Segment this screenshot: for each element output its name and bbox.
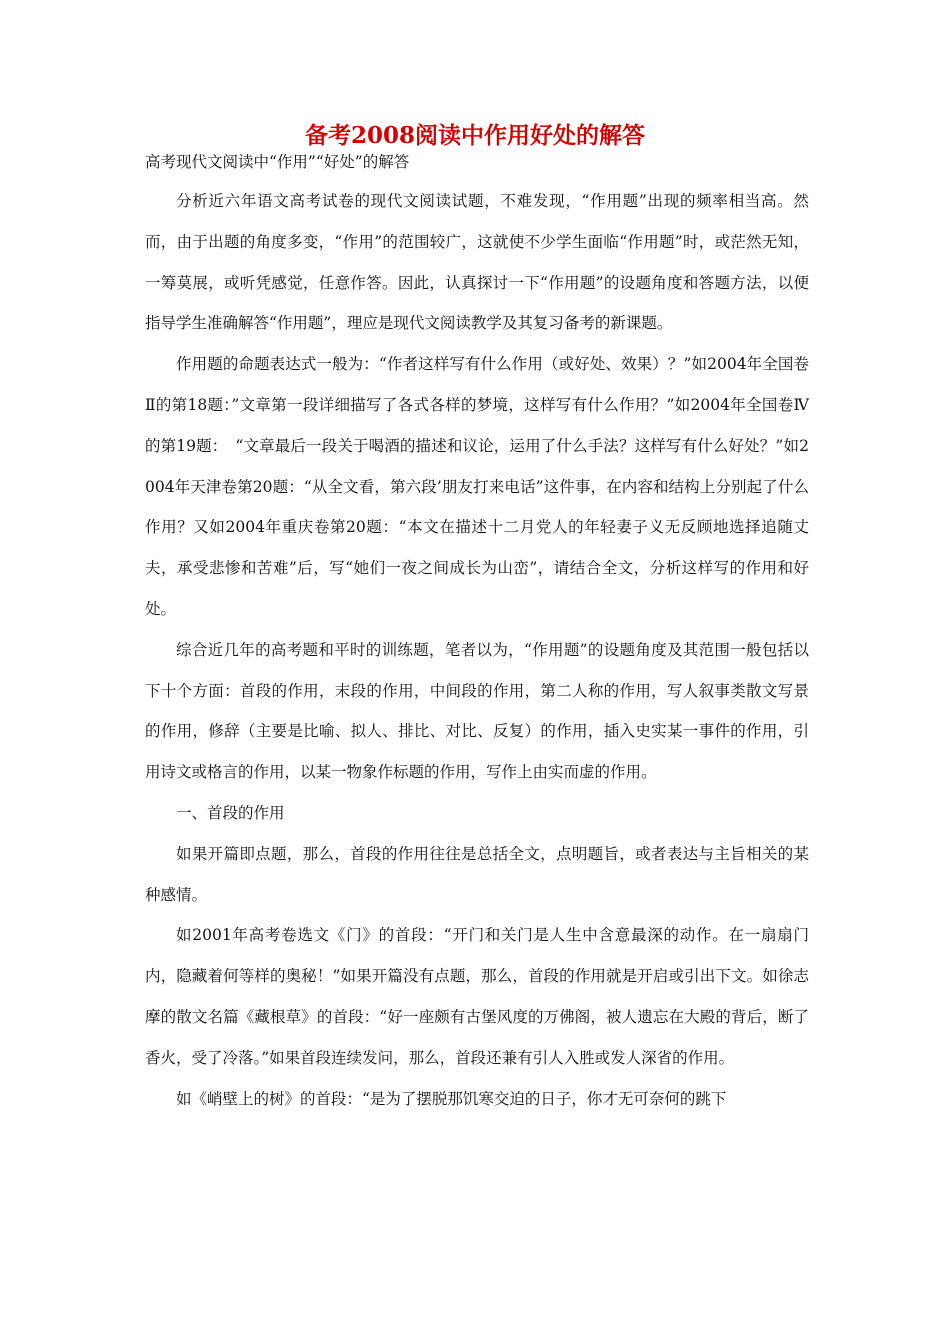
paragraph-cliff-tree: 如《峭壁上的树》的首段：“是为了摆脱那饥寒交迫的日子，你才无可奈何的跳下 [176, 1089, 727, 1108]
document-body [145, 181, 809, 1119]
paragraph-intro: 分析近六年语文高考试卷的现代文阅读试题，不难发现，“作用题”出现的频率相当高。然而，由于出题的角度多变，“作用”的范围较广，这就使不少学生面临“作用题”时，或茫然无知，一筹莫展，或听凭感觉，任意作答。因此，认真探讨一下“作用题”的设题角度和答题方法，以便指导学生准确解答“作用题”，理应是现代文阅读教学及其复习备考的新课题。 [145, 192, 809, 333]
paragraph-examples: 如2001年高考卷选文《门》的首段：“开门和关门是人生中含意最深的动作。在一扇扇门内，隐藏着何等样的奥秘！”如果开篇没有点题，那么，首段的作用就是开启或引出下文。如徐志摩的散文名篇《藏根草》的首段：“好一座颇有古堡风度的万佛阁，被人遗忘在大殿的背后，断了香火，受了冷落。”如果首段连续发问，那么，首段还兼有引人入胜或发人深省的作用。 [145, 926, 809, 1067]
document-title: 备考2008阅读中作用好处的解答 [304, 122, 645, 149]
paragraph-question-forms: 作用题的命题表达式一般为：“作者这样写有什么作用（或好处、效果）？”如2004年全国卷Ⅱ的第18题：”文章第一段详细描写了各式各样的梦境，这样写有什么作用？”如2004年全国卷Ⅳ的第19题： “文章最后一段关于喝酒的描述和议论，运用了什么手法？这样写有什么好处？”如2004年天津卷第20题：“从全文看，第六段’朋友打来电话”这件事，在内容和结构上分别起了什么作用？又如2004年重庆卷第20题：“本文在描述十二月党人的年轻妻子义无反顾地选择追随丈夫，承受悲惨和苦难”后，写“她们一夜之间成长为山峦”，请结合全文，分析这样写的作用和好处。 [145, 355, 809, 618]
paragraph-first-para-role: 如果开篇即点题，那么，首段的作用往往是总括全文，点明题旨，或者表达与主旨相关的某种感情。 [145, 844, 809, 904]
paragraph-ten-aspects: 综合近几年的高考题和平时的训练题，笔者以为，“作用题”的设题角度及其范围一般包括以下十个方面：首段的作用，末段的作用，中间段的作用，第二人称的作用，写人叙事类散文写景的作用，修辞（主要是比喻、拟人、排比、对比、反复）的作用，插入史实某一事件的作用，引用诗文或格言的作用，以某一物象作标题的作用，写作上由实而虚的作用。 [145, 640, 809, 782]
document-subtitle: 高考现代文阅读中“作用”“好处”的解答 [145, 153, 410, 171]
section-heading-first-paragraph: 一、首段的作用 [176, 803, 285, 822]
